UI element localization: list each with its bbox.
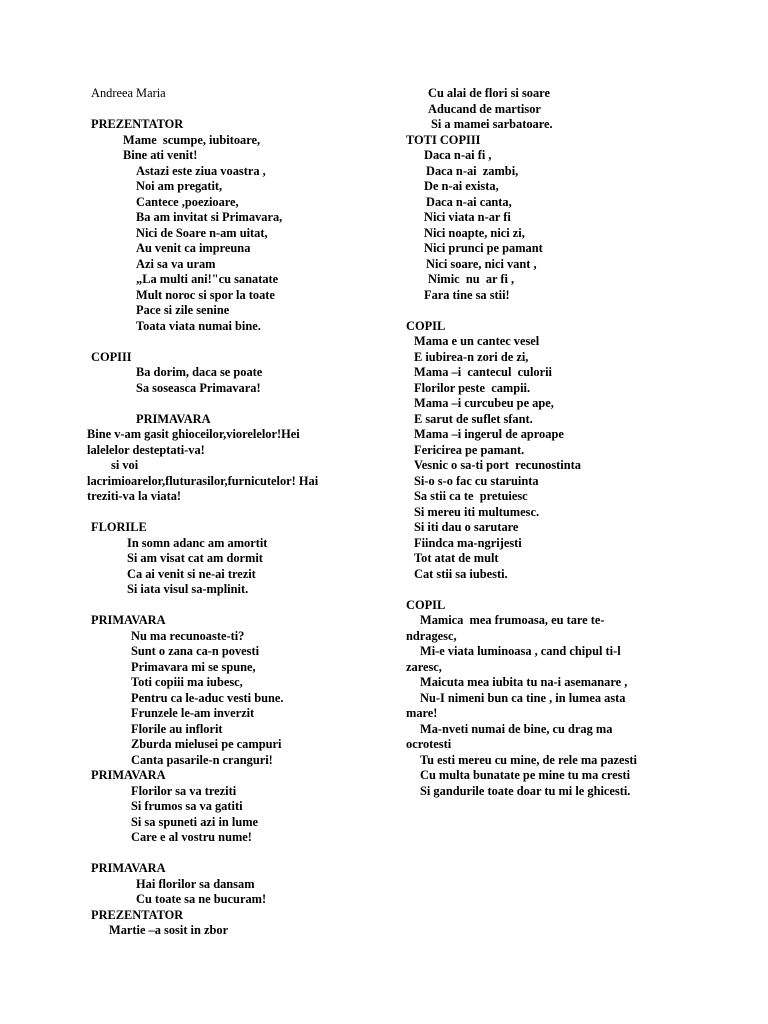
verse-line: Tot atat de mult bbox=[414, 551, 499, 565]
verse-line: Zburda mielusei pe campuri bbox=[131, 737, 282, 751]
verse-line: Azi sa va uram bbox=[136, 256, 216, 271]
verse-line: De n-ai exista, bbox=[424, 179, 499, 193]
verse-line: Pace si zile senine bbox=[136, 303, 230, 317]
verse-line: Ma-nveti numai de bine, cu drag ma bbox=[420, 721, 613, 736]
verse-line: Sunt o zana ca-n povesti bbox=[131, 644, 260, 658]
verse-line: Si-o s-o fac cu staruinta bbox=[414, 473, 539, 488]
verse-line: Mama –i curcubeu pe ape, bbox=[414, 396, 554, 410]
verse-line: Daca n-ai canta, bbox=[426, 194, 512, 209]
verse-line: Fara tine sa stii! bbox=[424, 287, 510, 302]
speaker-heading: PRIMAVARA bbox=[91, 768, 166, 782]
verse-line: Mamica mea frumoasa, eu tare te- bbox=[420, 613, 605, 627]
blank-line bbox=[91, 396, 391, 412]
verse-line: Martie –a sosit in zbor bbox=[109, 923, 229, 937]
verse-line: Toata viata numai bine. bbox=[136, 318, 261, 333]
verse-line: ndragesc, bbox=[406, 628, 457, 643]
speaker-heading: TOTI COPIII bbox=[406, 132, 481, 147]
speaker-heading: COPIL bbox=[406, 318, 446, 333]
blank-line bbox=[406, 303, 696, 319]
verse-line: Cat stii sa iubesti. bbox=[414, 566, 508, 581]
speaker-heading: PRIMAVARA bbox=[91, 613, 166, 627]
verse-line: Si frumos sa va gatiti bbox=[131, 799, 243, 813]
verse-line: Si am visat cat am dormit bbox=[127, 551, 263, 565]
verse-line: Si iata visul sa-mplinit. bbox=[127, 582, 249, 596]
blank-line bbox=[91, 505, 391, 521]
verse-line: Mi-e viata luminoasa , cand chipul ti-l bbox=[420, 644, 621, 658]
verse-line: Si sa spuneti azi in lume bbox=[131, 814, 259, 829]
verse-line: Nu-I nimeni bun ca tine , in lumea asta bbox=[420, 690, 626, 705]
verse-line: ocrotesti bbox=[406, 737, 452, 751]
verse-line: Nu ma recunoaste-ti? bbox=[131, 628, 245, 643]
blank-line bbox=[91, 102, 391, 118]
verse-line: Tu esti mereu cu mine, de rele ma pazesti bbox=[420, 752, 637, 767]
speaker-heading: COPIL bbox=[406, 597, 446, 612]
verse-line: lalelelor desteptati-va! bbox=[87, 442, 205, 457]
speaker-heading: FLORILE bbox=[91, 520, 147, 534]
speaker-heading: COPIII bbox=[91, 349, 132, 364]
verse-line: Cantece ,poezioare, bbox=[136, 194, 239, 209]
verse-line: Maicuta mea iubita tu na-i asemanare , bbox=[420, 675, 628, 689]
verse-line: Sa soseasca Primavara! bbox=[136, 380, 261, 395]
verse-line: si voi bbox=[111, 458, 139, 472]
verse-line: Aducand de martisor bbox=[428, 101, 541, 116]
verse-line: Florilor peste campii. bbox=[414, 380, 531, 395]
verse-line: Hai florilor sa dansam bbox=[136, 876, 255, 891]
verse-line: Nici prunci pe pamant bbox=[424, 241, 543, 255]
verse-line: Vesnic o sa-ti port recunostinta bbox=[414, 458, 581, 472]
verse-line: „La multi ani!"cu sanatate bbox=[136, 272, 279, 286]
right-column bbox=[406, 86, 696, 799]
verse-line: Mama –i ingerul de aproape bbox=[414, 427, 564, 441]
blank-line bbox=[91, 846, 391, 862]
verse-line: Bine ati venit! bbox=[123, 148, 198, 162]
verse-line: Nici soare, nici vant , bbox=[426, 256, 537, 271]
verse-line: Daca n-ai fi , bbox=[424, 148, 492, 162]
verse-line: Cu toate sa ne bucuram! bbox=[136, 892, 267, 906]
verse-line: Ba am invitat si Primavara, bbox=[136, 210, 283, 224]
verse-line: Florile au inflorit bbox=[131, 721, 223, 736]
verse-line: Astazi este ziua voastra , bbox=[136, 163, 266, 178]
verse-line: Frunzele le-am inverzit bbox=[131, 706, 255, 720]
verse-line: lacrimioarelor,fluturasilor,furnicutelor! Hai bbox=[87, 473, 319, 488]
verse-line: Primavara mi se spune, bbox=[131, 659, 256, 674]
verse-line: Cu alai de flori si soare bbox=[428, 86, 550, 100]
verse-line: Canta pasarile-n cranguri! bbox=[131, 752, 273, 767]
verse-line: Ba dorim, daca se poate bbox=[136, 365, 263, 379]
verse-line: Mult noroc si spor la toate bbox=[136, 287, 275, 302]
verse-line: Nici viata n-ar fi bbox=[424, 210, 511, 224]
blank-line bbox=[91, 334, 391, 350]
author-name: Andreea Maria bbox=[91, 86, 166, 100]
verse-line: Toti copiii ma iubesc, bbox=[131, 675, 243, 689]
verse-line: Au venit ca impreuna bbox=[136, 241, 251, 255]
speaker-heading: PRIMAVARA bbox=[136, 411, 211, 426]
verse-line: Noi am pregatit, bbox=[136, 179, 223, 193]
verse-line: Pentru ca le-aduc vesti bune. bbox=[131, 690, 284, 705]
left-column bbox=[87, 86, 391, 939]
verse-line: treziti-va la viata! bbox=[87, 489, 182, 503]
blank-line bbox=[406, 582, 696, 598]
verse-line: E sarut de suflet sfant. bbox=[414, 411, 533, 426]
verse-line: Fiindca ma-ngrijesti bbox=[414, 535, 522, 550]
verse-line: Daca n-ai zambi, bbox=[426, 163, 519, 178]
verse-line: mare! bbox=[406, 706, 438, 720]
verse-line: Sa stii ca te pretuiesc bbox=[414, 489, 528, 503]
verse-line: Nici de Soare n-am uitat, bbox=[136, 225, 268, 240]
verse-line: Florilor sa va treziti bbox=[131, 783, 237, 798]
verse-line: Nici noapte, nici zi, bbox=[424, 225, 525, 240]
verse-line: Bine v-am gasit ghioceilor,viorelelor!Hei bbox=[87, 427, 300, 441]
verse-line: Mame scumpe, iubitoare, bbox=[123, 132, 261, 147]
verse-line: Si iti dau o sarutare bbox=[414, 520, 519, 534]
verse-line: Si mereu iti multumesc. bbox=[414, 504, 540, 519]
verse-line: In somn adanc am amortit bbox=[127, 535, 268, 550]
verse-line: E iubirea-n zori de zi, bbox=[414, 349, 529, 364]
verse-line: Ca ai venit si ne-ai trezit bbox=[127, 566, 256, 581]
speaker-heading: PRIMAVARA bbox=[91, 861, 166, 875]
blank-line bbox=[91, 598, 391, 614]
verse-line: Fericirea pe pamant. bbox=[414, 442, 525, 457]
verse-line: zaresc, bbox=[406, 659, 442, 674]
verse-line: Cu multa bunatate pe mine tu ma cresti bbox=[420, 768, 631, 782]
verse-line: Si a mamei sarbatoare. bbox=[431, 117, 553, 131]
verse-line: Si gandurile toate doar tu mi le ghicesti. bbox=[420, 783, 631, 798]
speaker-heading: PREZENTATOR bbox=[91, 117, 184, 131]
verse-line: Mama e un cantec vesel bbox=[414, 334, 540, 348]
verse-line: Nimic nu ar fi , bbox=[428, 272, 515, 286]
verse-line: Care e al vostru nume! bbox=[131, 830, 252, 844]
verse-line: Mama –i cantecul culorii bbox=[414, 365, 552, 379]
speaker-heading: PREZENTATOR bbox=[91, 907, 184, 922]
